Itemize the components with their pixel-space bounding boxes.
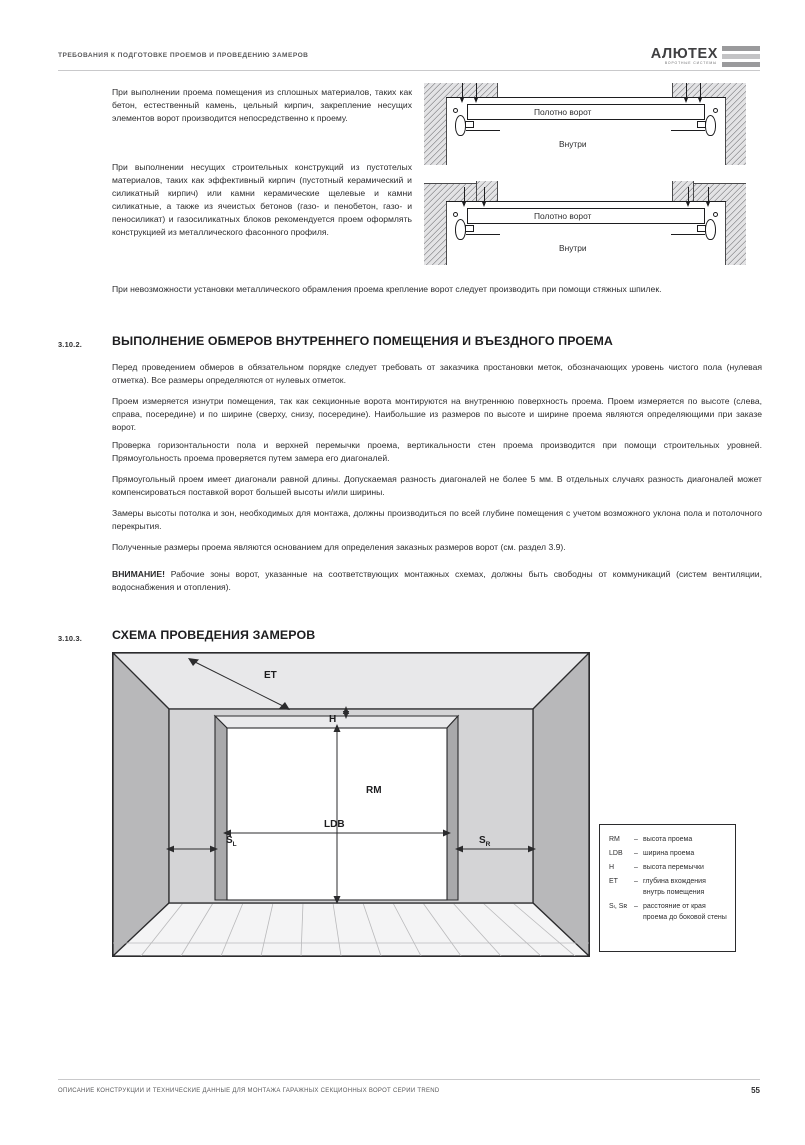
- reveal-right: [447, 716, 458, 900]
- section2-paragraph-6: Полученные размеры проема являются основанием для определения заказных размеров ворот (см. раздел 3.9).: [112, 542, 566, 552]
- legend-dash: –: [634, 849, 638, 857]
- bracket-pivot-right: [713, 212, 718, 217]
- legend-description: высота перемычки: [643, 863, 704, 871]
- label-h: H: [329, 714, 337, 725]
- legend-symbol: H: [609, 863, 615, 871]
- anchor-arrow-icon: [474, 98, 478, 103]
- label-sl: $S_L$: [226, 835, 237, 848]
- inside-label: Внутри: [559, 243, 587, 253]
- anchor-arrow-icon: [482, 202, 486, 207]
- legend-symbol: LDB: [609, 849, 623, 857]
- label-sr: $S_R$: [479, 835, 491, 848]
- legend-row: [609, 901, 727, 924]
- brand-logo: [640, 44, 760, 74]
- legend-symbol: RM: [609, 836, 620, 843]
- page-number: 55: [751, 1086, 760, 1095]
- bracket-plate-left: [465, 225, 474, 232]
- bracket-pivot-left: [453, 212, 458, 217]
- lintel-line: [446, 201, 726, 202]
- legend-dash: –: [634, 877, 638, 885]
- measurement-scheme-diagram: [112, 652, 590, 957]
- inside-label: Внутри: [559, 139, 587, 149]
- header-title: ТРЕБОВАНИЯ К ПОДГОТОВКЕ ПРОЕМОВ И ПРОВЕДЕНИЮ ЗАМЕРОВ: [58, 52, 309, 59]
- bracket-plate-left: [465, 121, 474, 128]
- bracket-rule-left: [466, 234, 500, 235]
- intro-paragraph-3: При невозможности установки металлического обрамления проема крепление ворот следует производить при помощи стяжных шпилек.: [112, 284, 662, 294]
- bracket-plate-right: [697, 121, 706, 128]
- reveal-left: [215, 716, 227, 900]
- legend-description: ширина проема: [643, 849, 695, 857]
- label-rm: RM: [366, 785, 382, 796]
- anchor-arrow-icon: [460, 98, 464, 103]
- legend-description: высота проема: [643, 836, 693, 843]
- section2-paragraph-5: Замеры высоты потолка и зон, необходимых для монтажа, должны производиться по всей глубине помещения с учетом возможного уклона пола и потолочного перекрытия.: [112, 508, 762, 532]
- section2-warning: [112, 568, 762, 594]
- diagram-legend: [599, 824, 736, 952]
- warning-text: Рабочие зоны ворот, указанные на соответствующих монтажных схемах, должны быть свободны от коммуникаций (систем вентиляции, водоснабжения и отопления).: [112, 569, 762, 593]
- section2-paragraph-4: Прямоугольный проем имеет диагонали равной длины. Допускаемая разность диагоналей не более 5 мм. В отдельных случаях разность диагоналей может компенсироваться поставкой ворот большей высоты и/или ширины.: [112, 474, 762, 498]
- section-title-3-10-2: ВЫПОЛНЕНИЕ ОБМЕРОВ ВНУТРЕННЕГО ПОМЕЩЕНИЯ И ВЪЕЗДНОГО ПРОЕМА: [112, 334, 613, 348]
- intro-paragraph-1: При выполнении проема помещения из сплошных материалов, таких как бетон, естественный камень, цельный кирпич, закрепление несущих элементов ворот производится непосредственно к проему.: [112, 87, 412, 124]
- legend-dash: –: [634, 863, 638, 871]
- warning-label: ВНИМАНИЕ!: [112, 569, 165, 579]
- bracket-rule-right: [671, 234, 705, 235]
- floor-surface: [113, 903, 589, 956]
- anchor-arrow-icon: [686, 202, 690, 207]
- section-title-3-10-3: СХЕМА ПРОВЕДЕНИЯ ЗАМЕРОВ: [112, 628, 316, 642]
- bracket-rule-left: [466, 130, 500, 131]
- label-et: ET: [264, 670, 277, 681]
- bracket-plate-right: [697, 225, 706, 232]
- footer-divider: [58, 1079, 760, 1080]
- legend-dash: –: [634, 903, 638, 911]
- legend-description: расстояние от края проема до боковой стены: [643, 903, 727, 922]
- wall-section-diagram-bottom: [424, 181, 746, 265]
- section-number-3-10-3: 3.10.3.: [58, 634, 83, 643]
- bracket-pivot-left: [453, 108, 458, 113]
- section2-paragraph-3: Проверка горизонтальности пола и верхней перемычки проема, вертикальности стен проема производится при помощи строительных уровней. Прямоугольность проема проверяется путем замера его диагоналей.: [112, 440, 762, 464]
- mounting-bracket-right: [705, 115, 716, 136]
- legend-row: [609, 848, 727, 859]
- intro-paragraph-2: При выполнении несущих строительных конструкций из пустотелых материалов, таких как эффективный кирпич (пустотный керамический и силикатный кирпич) или камни керамические щелевые и камни силикатные, а также из ячеистых бетонов (газо- и пенобетон, газо- и пеносиликат) и газосиликатных блоков рекомендуется проем оформлять конструкцией из металлического фасонного профиля.: [112, 162, 412, 238]
- gate-panel-label: Полотно ворот: [534, 107, 592, 117]
- page-header: [58, 46, 760, 84]
- mounting-bracket-right: [705, 219, 716, 240]
- legend-dash: –: [634, 836, 638, 843]
- anchor-arrow-icon: [462, 202, 466, 207]
- bracket-pivot-right: [713, 108, 718, 113]
- section2-paragraph-1: Перед проведением обмеров в обязательном порядке следует требовать от заказчика простановки меток, обозначающих уровень чистого пола (нулевая отметка). Все размеры определяются от нулевых отметок.: [112, 362, 762, 386]
- legend-symbol: Sₗ, Sʀ: [609, 903, 628, 911]
- legend-symbol: ET: [609, 877, 618, 885]
- bracket-rule-right: [671, 130, 705, 131]
- legend-row: [609, 834, 727, 845]
- anchor-arrow-icon: [706, 202, 710, 207]
- legend-row: [609, 862, 727, 873]
- wall-section-diagram-top: [424, 83, 746, 165]
- legend-row: [609, 876, 727, 899]
- section2-paragraph-2: Проем измеряется изнутри помещения, так как секционные ворота монтируются на внутреннюю поверхность проема. Проем измеряется по высоте (слева, справа, посередине) и по ширине (сверху, снизу, посередине). Наибольшие из размеров по высоте и ширине проема являются определяющими при заказе ворот.: [112, 396, 762, 433]
- logo-wordmark: АЛЮТЕХ: [650, 46, 718, 62]
- room-perspective-svg: [113, 653, 589, 956]
- section-number-3-10-2: 3.10.2.: [58, 340, 83, 349]
- ceiling-surface: [113, 653, 589, 709]
- legend-description: глубина вхождения внутрь помещения: [643, 877, 706, 897]
- anchor-arrow-icon: [698, 98, 702, 103]
- footer-text: ОПИСАНИЕ КОНСТРУКЦИИ И ТЕХНИЧЕСКИЕ ДАННЫЕ ДЛЯ МОНТАЖА ГАРАЖНЫХ СЕКЦИОННЫХ ВОРОТ СЕРИИ TREND: [58, 1088, 440, 1094]
- gate-panel-label: Полотно ворот: [534, 211, 592, 221]
- logo-bars-icon: [722, 46, 760, 67]
- label-ldb: LDB: [324, 819, 345, 830]
- anchor-arrow-icon: [684, 98, 688, 103]
- logo-tagline: ВОРОТНЫЕ СИСТЕМЫ: [664, 61, 717, 65]
